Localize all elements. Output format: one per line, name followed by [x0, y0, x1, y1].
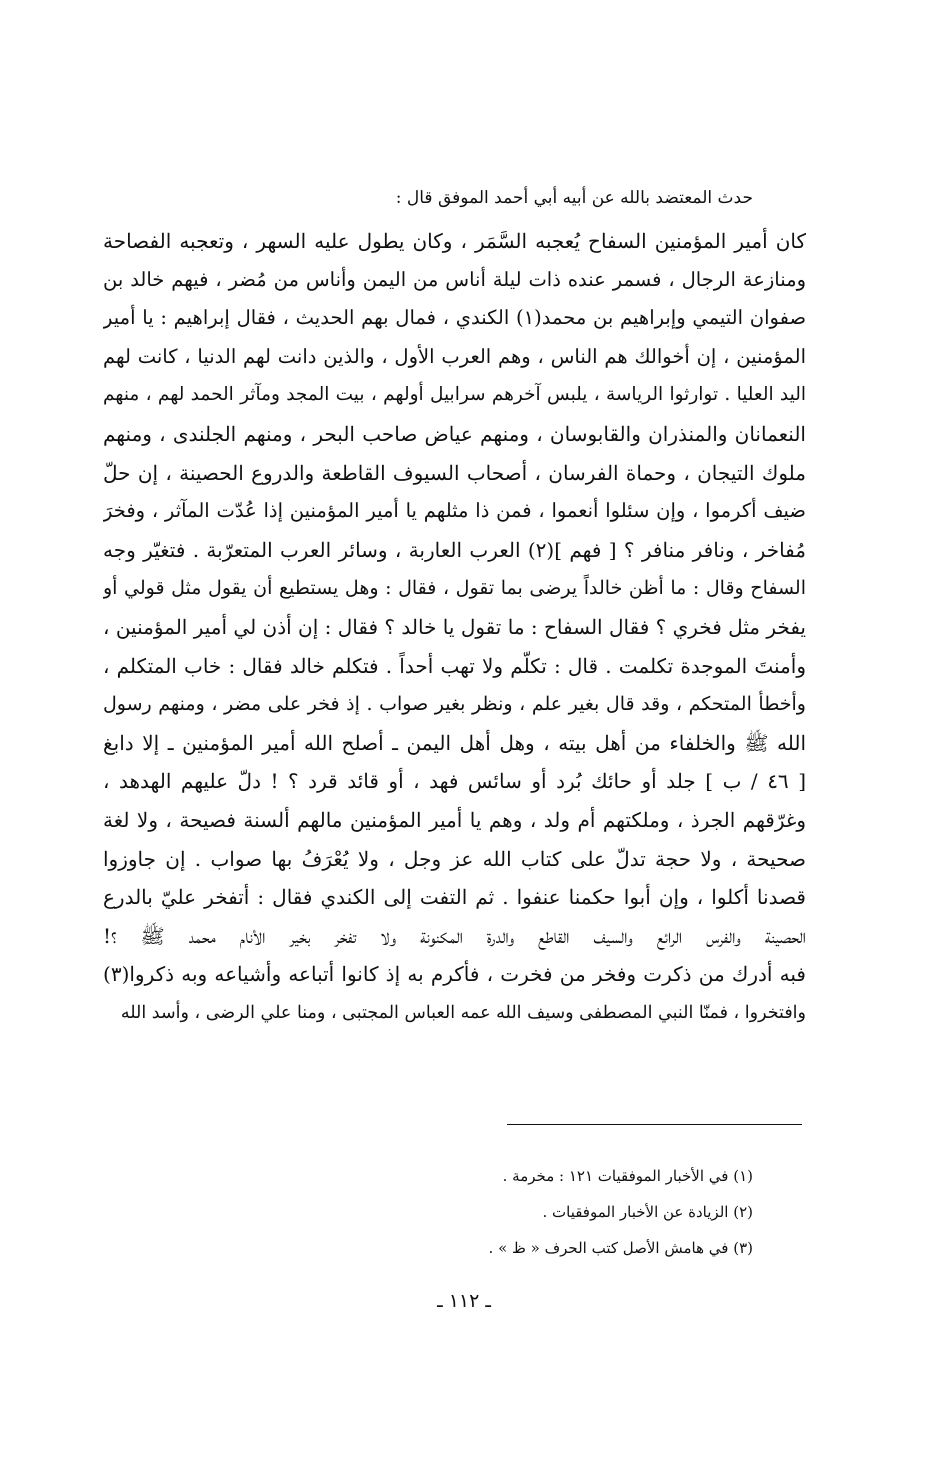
- page-number: ـ ١١٢ ـ: [437, 1290, 491, 1312]
- body-line: اليد العليا . توارثوا الرياسة ، يلبس آخرهم سرابيل أولهم ، بيت المجد ومآثر الحمد لهم ، منهم: [103, 384, 806, 406]
- body-line: الحصينة والفرس الرائع والسيف القاطع والدرة المكنونة ولا تفخر بخير الأنام محمد ﷺ ؟!: [103, 923, 806, 948]
- body-text: [103, 222, 806, 1032]
- body-line: ضيف أكرموا ، وإن سئلوا أنعموا ، فمن ذا مثلهم يا أمير المؤمنين إذا عُدّت المآثر ، وفخرَ: [103, 499, 806, 523]
- footnote: (٣) في هامش الأصل كتب الحرف « ظ » .: [488, 1239, 753, 1257]
- body-line: وأخطأ المتحكم ، وقد قال بغير علم ، ونظر بغير صواب . إذ فخر على مضر ، ومنهم رسول: [103, 693, 806, 716]
- body-line: صحيحة ، ولا حجة تدلّ على كتاب الله عز وجل ، ولا يُعْرَفُ بها صواب . إن جاوزوا: [103, 846, 806, 871]
- body-line: صفوان التيمي وإبراهيم بن محمد(١) الكندي ، فمال بهم الحديث ، فقال إبراهيم : يا أمير: [103, 306, 806, 330]
- body-line: النعمانان والمنذران والقابوسان ، ومنهم عياض صاحب البحر ، ومنهم الجلندى ، ومنهم: [103, 421, 806, 446]
- body-line: المؤمنين ، إن أخوالك هم الناس ، وهم العرب الأول ، والذين دانت لهم الدنيا ، كانت لهم: [103, 344, 806, 368]
- body-line: يفخر مثل فخري ؟ فقال السفاح : ما تقول يا خالد ؟ فقال : إن أذن لي أمير المؤمنين ،: [103, 614, 806, 639]
- footnote: (١) في الأخبار الموفقيات ١٢١ : مخرمة .: [502, 1167, 753, 1185]
- body-line: الله ﷺ والخلفاء من أهل بيته ، وهل أهل اليمن ـ أصلح الله أمير المؤمنين ـ إلا دابغ: [103, 730, 806, 755]
- footnote-divider: [507, 1124, 802, 1125]
- body-line: وغرّقهم الجرذ ، وملكتهم أم ولد ، وهم يا أمير المؤمنين مالهم ألسنة فصيحة ، ولا لغة: [103, 807, 806, 832]
- body-line: وافتخروا ، فمنّا النبي المصطفى وسيف الله عمه العباس المجتبى ، ومنا علي الرضى ، وأسد الله: [120, 1002, 806, 1023]
- body-line: فبه أدرك من ذكرت وفخر من فخرت ، فأكرم به إذ كانوا أتباعه وأشياعه وبه ذكروا(٣): [103, 962, 806, 987]
- body-line: [ ٤٦ / ب ] جلد أو حائك بُرد أو سائس فهد ، أو قائد قرد ؟ ! دلّ عليهم الهدهد ،: [103, 769, 806, 794]
- body-line: السفاح وقال : ما أظن خالداً يرضى بما تقول ، فقال : وهل يستطيع أن يقول مثل قولي أو: [103, 577, 806, 600]
- opening-line: حدث المعتضد بالله عن أبيه أبي أحمد الموفق قال :: [395, 188, 753, 208]
- body-line: وأمنتَ الموجدة تكلمت . قال : تكلّم ولا تهب أحداً . فتكلم خالد فقال : خاب المتكلم ،: [103, 653, 806, 678]
- body-line: كان أمير المؤمنين السفاح يُعجبه السَّمَر ، وكان يطول عليه السهر ، وتعجبه الفصاحة: [103, 229, 806, 253]
- footnote: (٢) الزيادة عن الأخبار الموفقيات .: [542, 1203, 753, 1221]
- footnotes: [293, 1158, 753, 1266]
- body-line: ملوك التيجان ، وحماة الفرسان ، أصحاب السيوف القاطعة والدروع الحصينة ، إن حلّ: [103, 460, 806, 485]
- body-line: مُفاخر ، ونافر منافر ؟ [ فهم ](٢) العرب العاربة ، وسائر العرب المتعرّبة . فتغيّر وجه: [103, 537, 806, 562]
- body-line: قصدنا أكلوا ، وإن أبوا حكمنا عنفوا . ثم التفت إلى الكندي فقال : أتفخر عليّ بالدرع: [103, 885, 806, 910]
- body-line: ومنازعة الرجال ، فسمر عنده ذات ليلة أناس من اليمن وأناس من مُضر ، فيهم خالد بن: [103, 267, 806, 291]
